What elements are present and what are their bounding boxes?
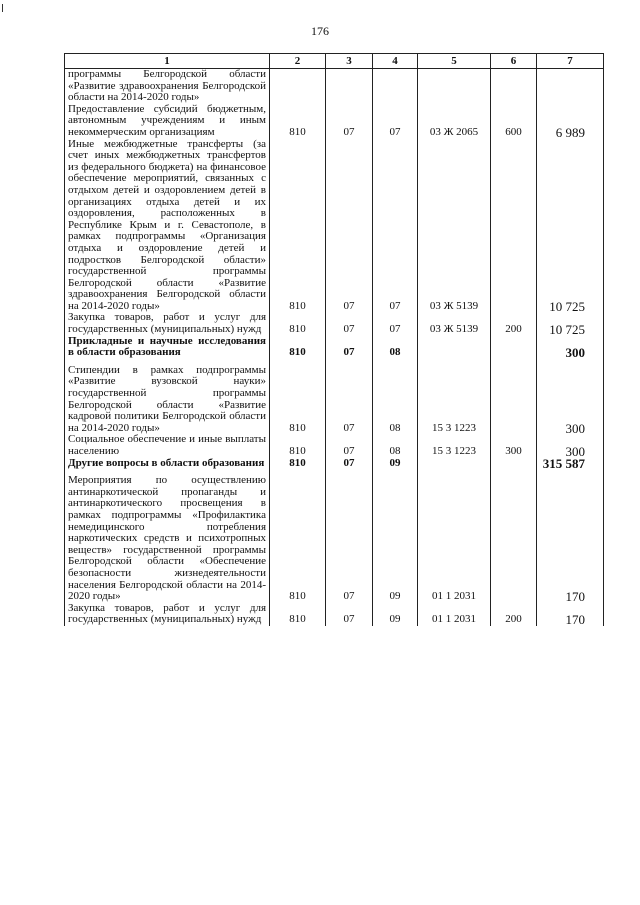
- column-header-5: 5: [418, 54, 491, 69]
- cell-razdel: 07: [326, 434, 373, 457]
- cell-expense-type: [491, 69, 537, 104]
- table-row: [65, 69, 604, 104]
- cell-podrazdel: 08: [373, 336, 418, 359]
- cell-glava: 810: [270, 336, 326, 359]
- row-name-cell: Социальное обеспечение и иные выплаты населению: [65, 434, 270, 457]
- row-name-cell: Иные межбюджетные трансферты (за счет иных межбюджетных трансфертов из федерального бюджета) на финансовое обеспечение мероприятий, связанных с отдыхом детей и оздоровлением детей в организациях отдыха детей и их оздоровления, расположенных в Республике Крым и г. Севастополе, в рамках подпрограммы «Организация отдыха и оздоровление детей и подростков Белгородской области» государственной программы Белгородской области «Развитие здравоохранения Белгородской области на 2014-2020 годы»: [65, 139, 270, 313]
- cell-podrazdel: 08: [373, 434, 418, 457]
- scan-corner-mark: [2, 4, 3, 12]
- column-header-7: 7: [537, 54, 604, 69]
- cell-expense-type: [491, 139, 537, 313]
- row-name-cell: Прикладные и научные исследования в области образования: [65, 336, 270, 359]
- cell-amount: 300: [537, 336, 604, 359]
- table-row: [65, 475, 604, 603]
- cell-razdel: 07: [326, 365, 373, 435]
- cell-amount: 170: [537, 475, 604, 603]
- cell-amount: 315 587: [537, 458, 604, 470]
- cell-target-article: 01 1 2031: [418, 603, 491, 626]
- table-row: [65, 336, 604, 359]
- table-row: [65, 312, 604, 335]
- cell-expense-type: [491, 458, 537, 470]
- cell-expense-type: 200: [491, 312, 537, 335]
- cell-podrazdel: 09: [373, 458, 418, 470]
- cell-amount: 170: [537, 603, 604, 626]
- table-body: [65, 69, 604, 626]
- cell-razdel: 07: [326, 336, 373, 359]
- cell-razdel: 07: [326, 312, 373, 335]
- column-header-4: 4: [373, 54, 418, 69]
- row-name-cell: Закупка товаров, работ и услуг для государственных (муниципальных) нужд: [65, 312, 270, 335]
- table-row: [65, 458, 604, 470]
- cell-amount: 10 725: [537, 139, 604, 313]
- cell-target-article: [418, 69, 491, 104]
- cell-razdel: 07: [326, 475, 373, 603]
- cell-target-article: 03 Ж 5139: [418, 312, 491, 335]
- cell-glava: 810: [270, 139, 326, 313]
- cell-razdel: 07: [326, 458, 373, 470]
- cell-expense-type: [491, 365, 537, 435]
- cell-target-article: [418, 458, 491, 470]
- cell-glava: 810: [270, 434, 326, 457]
- budget-table: [64, 53, 604, 626]
- cell-expense-type: [491, 336, 537, 359]
- cell-target-article: 15 3 1223: [418, 365, 491, 435]
- cell-razdel: [326, 69, 373, 104]
- cell-podrazdel: 07: [373, 139, 418, 313]
- cell-expense-type: 200: [491, 603, 537, 626]
- cell-podrazdel: 09: [373, 475, 418, 603]
- page-number: 176: [311, 24, 329, 38]
- cell-expense-type: 300: [491, 434, 537, 457]
- row-name-cell: Предоставление субсидий бюджетным, автономным учреждениям и иным некоммерческим организациям: [65, 104, 270, 139]
- cell-target-article: [418, 336, 491, 359]
- cell-expense-type: [491, 475, 537, 603]
- row-name-cell: Другие вопросы в области образования: [65, 458, 270, 470]
- table-row: [65, 603, 604, 626]
- cell-podrazdel: 09: [373, 603, 418, 626]
- cell-amount: [537, 69, 604, 104]
- cell-target-article: 01 1 2031: [418, 475, 491, 603]
- cell-amount: 300: [537, 434, 604, 457]
- row-name-cell: Стипендии в рамках подпрограммы «Развитие вузовской науки» государственной программы Белгородской области «Развитие кадровой политики Белгородской области на 2014-2020 годы»: [65, 365, 270, 435]
- cell-razdel: 07: [326, 139, 373, 313]
- column-header-6: 6: [491, 54, 537, 69]
- table-row: [65, 104, 604, 139]
- table-row: [65, 434, 604, 457]
- cell-podrazdel: [373, 69, 418, 104]
- cell-glava: 810: [270, 365, 326, 435]
- cell-razdel: 07: [326, 603, 373, 626]
- cell-podrazdel: 07: [373, 312, 418, 335]
- cell-glava: 810: [270, 104, 326, 139]
- table-row: [65, 365, 604, 435]
- row-name-cell: программы Белгородской области «Развитие здравоохранения Белгородской области на 2014-2020 годы»: [65, 69, 270, 104]
- cell-glava: 810: [270, 603, 326, 626]
- column-header-1: 1: [65, 54, 270, 69]
- cell-glava: 810: [270, 475, 326, 603]
- cell-podrazdel: 08: [373, 365, 418, 435]
- cell-target-article: 03 Ж 5139: [418, 139, 491, 313]
- cell-amount: 300: [537, 365, 604, 435]
- table-row: [65, 139, 604, 313]
- cell-glava: [270, 69, 326, 104]
- cell-glava: 810: [270, 312, 326, 335]
- row-name-cell: Мероприятия по осуществлению антинаркотической пропаганды и антинаркотического просвещения в рамках подпрограммы «Профилактика немедицинского потребления наркотических средств и психотропных веществ» государственной программы Белгородской области «Обеспечение безопасности жизнедеятельности населения Белгородской области на 2014-2020 годы»: [65, 475, 270, 603]
- column-header-2: 2: [270, 54, 326, 69]
- cell-target-article: 15 3 1223: [418, 434, 491, 457]
- cell-amount: 10 725: [537, 312, 604, 335]
- cell-razdel: 07: [326, 104, 373, 139]
- table-header-row: [65, 54, 604, 69]
- column-header-3: 3: [326, 54, 373, 69]
- cell-amount: 6 989: [537, 104, 604, 139]
- cell-expense-type: 600: [491, 104, 537, 139]
- cell-podrazdel: 07: [373, 104, 418, 139]
- cell-glava: 810: [270, 458, 326, 470]
- row-name-cell: Закупка товаров, работ и услуг для государственных (муниципальных) нужд: [65, 603, 270, 626]
- cell-target-article: 03 Ж 2065: [418, 104, 491, 139]
